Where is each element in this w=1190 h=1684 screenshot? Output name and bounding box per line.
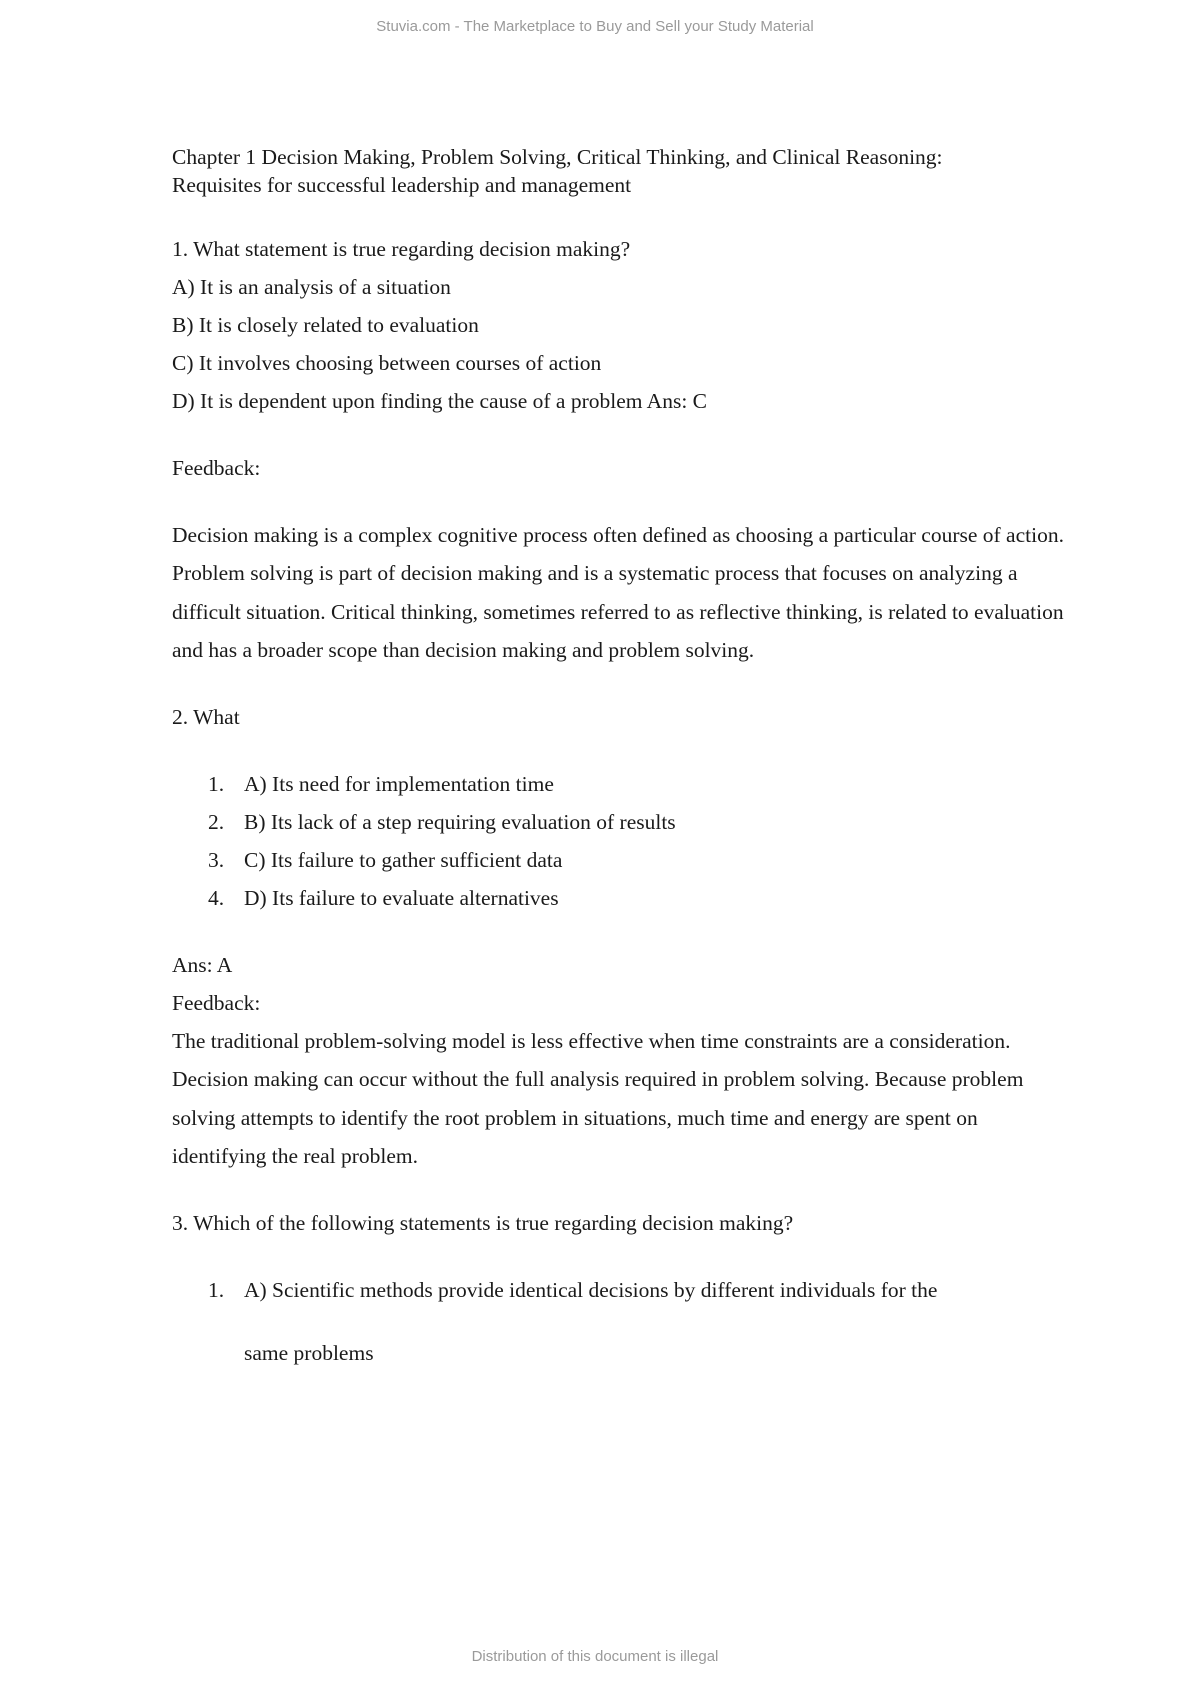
question-2-text: 2. What xyxy=(172,705,240,730)
list-item-text: A) Its need for implementation time xyxy=(244,772,554,797)
list-item-text: C) Its failure to gather sufficient data xyxy=(244,848,563,873)
list-item-number: 1. xyxy=(208,1278,225,1303)
question-2-feedback: The traditional problem-solving model is less effective when time constraints are a consideration. Decision making can occur without the full analysis required in problem solving. Because problem solving attempts to identify the root problem in situations, much time and energy are spent on identifying the real problem. xyxy=(172,1029,1024,1169)
question-2-feedback-label: Feedback: xyxy=(172,991,261,1016)
question-2 xyxy=(172,698,1072,1175)
list-item-number: 3. xyxy=(208,848,225,873)
list-item xyxy=(172,879,1072,917)
list-item-text: D) Its failure to evaluate alternatives xyxy=(244,886,559,911)
header-watermark: Stuvia.com - The Marketplace to Buy and Sell your Study Material xyxy=(376,18,814,35)
question-3 xyxy=(172,1204,1072,1372)
question-2-options xyxy=(172,765,1072,917)
document-body xyxy=(172,143,1072,1372)
chapter-title-line-1: Chapter 1 Decision Making, Problem Solving, Critical Thinking, and Clinical Reasoning: xyxy=(172,145,943,169)
list-item-number: 1. xyxy=(208,772,225,797)
list-item xyxy=(172,1271,1072,1372)
question-1-option-b: B) It is closely related to evaluation xyxy=(172,313,479,337)
chapter-title xyxy=(172,143,1072,199)
question-1 xyxy=(172,230,1072,669)
footer-watermark: Distribution of this document is illegal xyxy=(471,1648,719,1665)
list-item-text-line-1: A) Scientific methods provide identical decisions by different individuals for the xyxy=(244,1278,938,1303)
question-1-option-a: A) It is an analysis of a situation xyxy=(172,275,451,299)
question-3-text: 3. Which of the following statements is true regarding decision making? xyxy=(172,1211,794,1236)
list-item-number: 2. xyxy=(208,810,225,835)
question-1-option-d: D) It is dependent upon finding the cause of a problem Ans: C xyxy=(172,389,708,413)
list-item-number: 4. xyxy=(208,886,225,911)
chapter-title-line-2: Requisites for successful leadership and management xyxy=(172,173,632,197)
question-1-feedback: Decision making is a complex cognitive process often defined as choosing a particular course of action. Problem solving is part of decision making and is a systematic process that focuses on analyzing a difficult situation. Critical thinking, sometimes referred to as reflective thinking, is related to evaluation and has a broader scope than decision making and problem solving. xyxy=(172,523,1064,662)
question-1-feedback-label: Feedback: xyxy=(172,456,261,480)
list-item-text-line-2: same problems xyxy=(244,1341,374,1366)
question-1-option-c: C) It involves choosing between courses of action xyxy=(172,351,602,375)
question-1-text: 1. What statement is true regarding decision making? xyxy=(172,237,631,261)
list-item xyxy=(172,803,1072,841)
list-item xyxy=(172,841,1072,879)
list-item-text: B) Its lack of a step requiring evaluation of results xyxy=(244,810,676,835)
question-2-answer: Ans: A xyxy=(172,953,233,978)
list-item xyxy=(172,765,1072,803)
